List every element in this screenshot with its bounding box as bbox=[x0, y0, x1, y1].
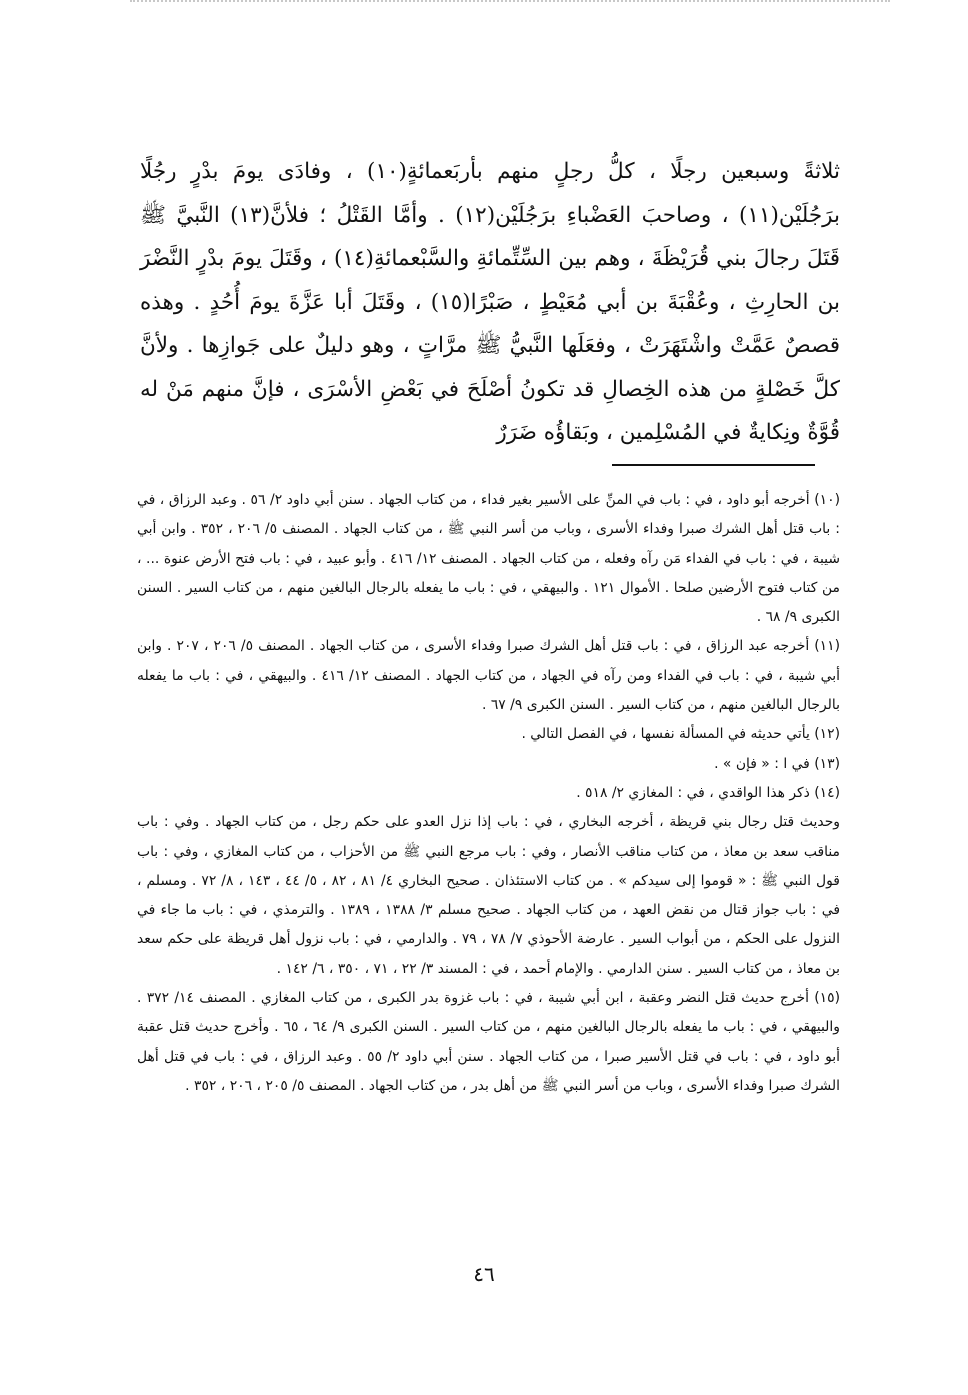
footnote-13: (١٣) في ا : « فإن » . bbox=[714, 755, 840, 772]
main-text-block bbox=[140, 150, 840, 455]
footnote-14: (١٤) ذكر هذا الواقدي ، في : المغازي ٢/ ٥١٨ . bbox=[576, 784, 840, 801]
footnote-15: (١٥) أخرج حديث قتل النضر وعقبة ، ابن أبي شيبة ، في : باب غزوة بدر الكبرى ، من كتاب المغازي . المصنف ١٤/ ٣٧٢ . والبيهقي ، في : باب ما يفعله بالرجال البالغين منهم ، من كتاب السير . السنن الكبرى ٩/ ٦٤ ، ٦٥ . وأخرج حديث قتل عقبة أبو داود ، في : باب في قتل الأسير صبرا ، من كتاب الجهاد . سنن أبي داود ٢/ ٥٥ . وعبد الرزاق ، في : باب في قتل أهل الشرك صبرا وفداء الأسرى ، وباب من أسر النبي ﷺ من أهل بدر ، من كتاب الجهاد . المصنف ٥/ ٢٠٥ ، ٢٠٦ ، ٣٥٢ . bbox=[137, 990, 840, 1094]
footnote-10: (١٠) أخرجه أبو داود ، في : باب في المنِّ على الأسير بغير فداء ، من كتاب الجهاد . سنن أبي داود ٢/ ٥٦ . وعبد الرزاق ، في : باب قتل أهل الشرك صبرا وفداء الأسرى ، وباب من أسر النبي ﷺ ، من كتاب الجهاد . المصنف ٥/ ٢٠٦ ، ٣٥٢ . وابن أبي شيبة ، في : باب في الفداء مَن رآه وفعله ، من كتاب الجهاد . المصنف ١٢/ ٤١٦ . وأبو عبيد ، في : باب فتح الأرض عنوة ... ، من كتاب فتوح الأرضين صلحا . الأموال ١٢١ . والبيهقي ، في : باب ما يفعله بالرجال البالغين منهم ، من كتاب السير . السنن الكبرى ٩/ ٦٨ . bbox=[137, 492, 840, 626]
main-paragraph: ثلاثةً وسبعين رجلًا ، كلُّ رجلٍ منهم بأربَعمائةٍ(١٠) ، وفادَى يومَ بدْرٍ رجُلًا برَجُلَيْن(١١) ، وصاحبَ العَضْباءِ برَجُلَيْن(١٢) . وأمَّا القَتْلُ ؛ فلأنَّ(١٣) النَّبيَّ ﷺ قَتَلَ رجالَ بني قُرَيْظَةَ ، وهم بين السِّتِّمائةِ والسَّبْعمائةِ(١٤) ، وقَتَلَ يومَ بدْرٍ النَّضْرَ بن الحارِثِ ، وعُقْبَةَ بن أبي مُعَيْطٍ ، صَبْرًا(١٥) ، وقَتَلَ أبا عَزَّةَ يومَ أُحُدٍ . وهذه قصصٌ عَمَّتْ واشْتَهَرَتْ ، وفعَلَها النَّبيُّ ﷺ مرَّاتٍ ، وهو دليلٌ على جَوازِها . ولأنَّ كلَّ خَصْلةٍ من هذه الخِصالِ قد تكونُ أصْلَحَ في بَعْضِ الأسْرَى ، فإنَّ منهم مَنْ له قُوَّةٌ ونِكايةٌ في المُسْلِمين ، وبَقاؤُه ضَرَرٌ bbox=[140, 159, 840, 445]
footnote-14-continued: وحديث قتل رجال بني قريظة ، أخرجه البخاري ، في : باب إذا نزل العدو على حكم رجل ، من كتاب الجهاد . وفي : باب مناقب سعد بن معاذ ، من كتاب مناقب الأنصار ، وفي : باب مرجع النبي ﷺ من الأحزاب ، من كتاب المغازي ، وفي : باب قول النبي ﷺ : « قوموا إلى سيدكم » . من كتاب الاستئذان . صحيح البخاري ٤/ ٨١ ، ٨٢ ، ٥/ ٤٤ ، ١٤٣ ، ٨/ ٧٢ . ومسلم ، في : باب جواز قتال من نقض العهد ، من كتاب الجهاد . صحيح مسلم ٣/ ١٣٨٨ ، ١٣٨٩ . والترمذي ، في : باب ما جاء في النزول على الحكم ، من أبواب السير . عارضة الأحوذي ٧/ ٧٨ ، ٧٩ . والدارمي ، في : باب نزول أهل قريظة على حكم سعد بن معاذ ، من كتاب السير . سنن الدارمي . والإمام أحمد ، في : المسند ٣/ ٢٢ ، ٧١ ، ٣٥٠ ، ٦/ ١٤٢ . bbox=[137, 814, 840, 977]
footnote-12: (١٢) يأتي حديثه في المسألة نفسها ، في الفصل التالي . bbox=[521, 726, 840, 743]
footnote-separator bbox=[612, 464, 815, 466]
page-number: ٤٦ bbox=[473, 1262, 495, 1286]
top-scan-marks bbox=[130, 0, 890, 8]
footnote-11: (١١) أخرجه عبد الرزاق ، في : باب قتل أهل الشرك صبرا وفداء الأسرى ، من كتاب الجهاد . المصنف ٥/ ٢٠٦ ، ٢٠٧ . وابن أبي شيبة ، في : باب في الفداء ومن رآه في الجهاد ، من كتاب الجهاد . المصنف ١٢/ ٤١٦ . والبيهقي ، في : باب ما يفعله بالرجال البالغين منهم ، من كتاب السير . السنن الكبرى ٩/ ٦٧ . bbox=[137, 638, 841, 714]
footnotes-block bbox=[137, 486, 840, 1101]
